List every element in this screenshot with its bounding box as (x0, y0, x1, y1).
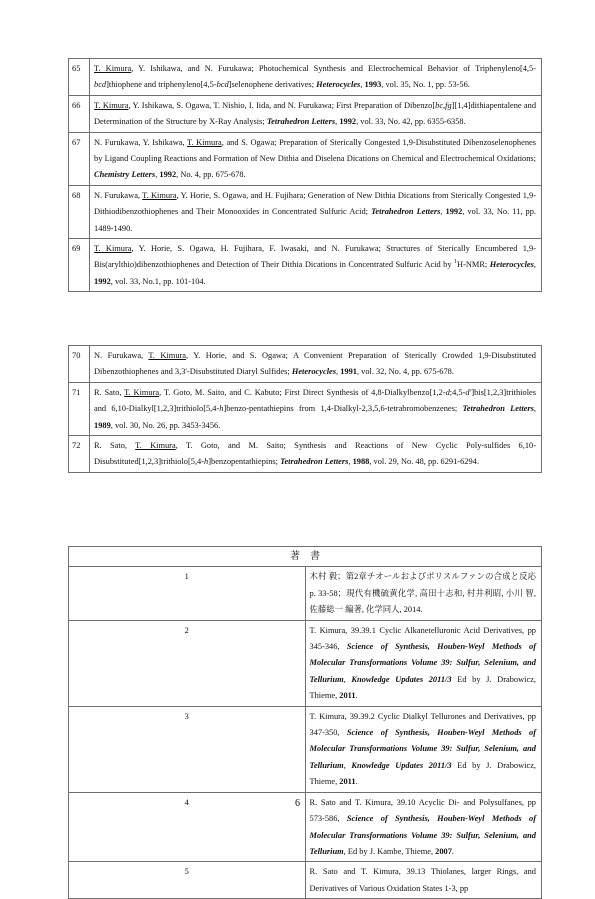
emphasized-text: 1992 (339, 117, 357, 127)
citation-text: Ed by J. Drabowicz, Thieme, (309, 760, 537, 787)
citation-text: , Y. Horie, S. Ogawa, and H. Fujihara; Generation of New Dithia Dications from Sterically Congested 1,9-Dithiodibenzothiophenes and Their Monooxides in Concentrated Sulfuric Acid; (94, 190, 536, 217)
journal-papers-table-part1 (68, 58, 542, 292)
emphasized-text: Tetrahedron Letters (280, 457, 349, 467)
entry-citation (90, 132, 542, 185)
emphasized-text: bcd (94, 80, 107, 90)
entry-number: 1 (69, 567, 306, 620)
citation-text: 木村 毅；第2章チオールおよびポリスルファンの合成と反応 p. 33-58；現代有機硫黄化学, 高田十志和, 村井利昭, 小川 智, 佐藤総一 編著, 化学同人, 2014. (309, 572, 536, 615)
citation-text: , (360, 80, 365, 90)
page-number: 6 (295, 798, 300, 809)
table-row (69, 620, 542, 706)
table-row (69, 436, 542, 473)
citation-text: ;4,5- (449, 387, 466, 397)
emphasized-text: Heterocycles (316, 80, 361, 90)
citation-text: , (335, 117, 340, 127)
entry-citation (305, 620, 542, 706)
emphasized-text: Science of Synthesis, Houben-Weyl Methods of Molecular Transformations Volume 39: Sulfur, Selenium, and Tellurium (309, 642, 536, 684)
entry-citation (305, 706, 542, 792)
citation-text: ]benzo-pentathiepins from 1,4-Dialkyl-2,3,5,6-tetrabromobenzenes; (223, 404, 463, 414)
emphasized-text: 1989 (94, 420, 111, 430)
citation-text: ]benzopentathiepins; (208, 457, 281, 467)
entry-number: 67 (69, 132, 90, 185)
citation-text: , vol. 35, No. 1, pp. 53-56. (381, 80, 470, 90)
citation-text: , vol. 33, No. 11, pp. 1489-1490. (94, 207, 536, 233)
citation-text: , Y. Horie, and S. Ogawa; A Convenient Preparation of Sterically Crowded 1,9-Disubstituted Dibenzothiophenes and 3,3'-Disubstituted Diaryl Sulfides; (94, 351, 536, 377)
emphasized-text: 1992 (94, 276, 111, 286)
entry-citation (90, 185, 542, 238)
entry-number: 65 (69, 59, 90, 96)
emphasized-text: 1991 (340, 367, 357, 377)
entry-number: 5 (69, 862, 306, 899)
entry-citation (90, 382, 542, 435)
entry-number: 66 (69, 95, 90, 132)
entry-number: 70 (69, 346, 90, 383)
emphasized-text: 2007 (435, 846, 452, 856)
emphasized-text: Knowledge Updates 2011/3 (351, 760, 452, 770)
emphasized-text: Science of Synthesis, Houben-Weyl Methods of Molecular Transformations Volume 39: Sulfur, Selenium, and Tellurium (309, 728, 536, 770)
journal-papers-table-part2 (68, 345, 542, 473)
author-name-underlined: T. Kimura (124, 387, 160, 397)
emphasized-text: h (204, 457, 209, 467)
emphasized-text: Chemistry Letters (94, 170, 156, 180)
author-name-underlined: T. Kimura (94, 100, 129, 110)
citation-text: , (533, 260, 536, 270)
emphasized-text: 1992 (159, 170, 177, 180)
books-header-row (69, 547, 542, 567)
emphasized-text: 2011 (339, 777, 356, 787)
author-name-underlined: T. Kimura (148, 351, 187, 360)
emphasized-text: Science of Synthesis, Houben-Weyl Methods of Molecular Transformations Volume 39: Sulfur, Selenium, and Tellurium (309, 814, 536, 856)
emphasized-text: Tetrahedron Letters (371, 207, 441, 217)
citation-text: N. Furukawa, Y. Ishikawa, (94, 137, 187, 147)
citation-text: , vol. 29, No. 48, pp. 6291-6294. (369, 457, 479, 467)
citation-text: N. Furukawa, (94, 351, 149, 360)
citation-text: , vol. 33, No.1, pp. 101-104. (110, 276, 206, 286)
emphasized-text: Heterocycles (291, 367, 337, 377)
emphasized-text: 1988 (352, 457, 370, 467)
citation-text: ]thiophene and triphenyleno[4,5- (106, 80, 217, 90)
citation-text: , (343, 674, 352, 684)
citation-text: , vol. 32, No. 4, pp. 675-678. (356, 367, 454, 377)
author-name-underlined: T. Kimura (94, 64, 132, 73)
entry-number: 2 (69, 620, 306, 706)
emphasized-text: Knowledge Updates 2011/3 (351, 674, 452, 684)
citation-text: , (155, 170, 160, 180)
citation-text: , Y. Ishikawa, S. Ogawa, T. Nishio, I. Iida, and N. Furukawa; First Preparation of Dibenzo[ (128, 100, 436, 110)
entry-citation (90, 239, 542, 292)
author-name-underlined: T. Kimura (94, 244, 132, 254)
citation-text: , Ed by J. Kambe, Thieme, (343, 846, 436, 856)
table-row (69, 95, 542, 132)
citation-text: , T. Goto, M. Saito, and C. Kabuto; First Direct Synthesis of 4,8-Dialkylbenzo[1,2- (159, 387, 446, 397)
entry-number: 3 (69, 706, 306, 792)
citation-text: 1 (454, 259, 458, 266)
table-row (69, 239, 542, 292)
citation-text: , and S. Ogawa; Preparation of Sterically Congested 1,9-Disubstituted Dibenzoselenophenes by Ligand Coupling Reactions and Formation of New Dithia and Diselena Dications on Chemical and Electrochemical Oxidations; (94, 137, 537, 164)
citation-text: , (348, 457, 353, 467)
citation-text: , Y. Horie, S. Ogawa, H. Fujihara, F. Iwasaki, and N. Furukawa; Structures of Sterically Encumbered 1,9-Bis(arylthio)dibenzothiophenes and Detection of Their Dithia Dications in Concentrated Sulfuric Acid by (94, 244, 537, 270)
citation-text: ]selenophene derivatives; (228, 80, 317, 90)
citation-text: ][1,4]dithiapentalene and Determination of the Structure by X-Ray Analysis; (94, 100, 537, 127)
table-row (69, 346, 542, 383)
citation-text: ]bis[1,2,3]trithioles and 6,10-Dialkyl[1,2,3]trithiolo[5,4- (94, 387, 536, 414)
table-row (69, 59, 542, 96)
emphasized-text: d' (465, 387, 472, 397)
table-row (69, 185, 542, 238)
table-row (69, 132, 542, 185)
citation-text: , No. 4, pp. 675-678. (176, 170, 246, 180)
citation-text: , vol. 30, No. 26, pp. 3453-3456. (110, 420, 221, 430)
table-row (69, 567, 542, 620)
citation-text: T. Kimura, 39.39.2 Cyclic Dialkyl Tellurones and Derivatives, pp 347-350, (309, 711, 536, 738)
citation-text: . (355, 691, 358, 701)
emphasized-text: 1992 (445, 207, 463, 217)
citation-text: , (440, 207, 446, 217)
entry-citation (90, 346, 542, 383)
citation-text: , T. Goto, and M. Saito; Synthesis and Reactions of New Cyclic Poly-sulfides 6,10-Disubstituted[1,2,3]trithiolo[5,4- (94, 441, 536, 467)
citation-text: . (451, 846, 454, 856)
author-name-underlined: T. Kimura (142, 190, 177, 200)
citation-text: , (343, 760, 352, 770)
author-name-underlined: T. Kimura (187, 137, 222, 147)
citation-text: Ed by J. Drabowicz, Thieme, (309, 674, 537, 701)
table-body (69, 567, 542, 899)
books-table (68, 546, 542, 899)
emphasized-text: d (445, 387, 450, 397)
table-body (69, 59, 542, 292)
emphasized-text: 2011 (339, 691, 356, 701)
table-row (69, 706, 542, 792)
citation-text: , (533, 404, 536, 414)
citation-text: R. Sato and T. Kimura, 39.13 Thiolanes, larger Rings, and Derivatives of Various Oxidation States 1-3, pp (309, 867, 536, 893)
citation-text: T. Kimura, 39.39.1 Cyclic Alkanetelluronic Acid Derivatives, pp 345-346, (309, 625, 536, 652)
entry-citation (305, 567, 542, 620)
books-heading: 著書 (69, 547, 542, 567)
citation-text: H-NMR; (457, 260, 490, 270)
entry-citation (90, 436, 542, 473)
citation-text: R. Sato, (94, 441, 136, 451)
emphasized-text: h (219, 404, 224, 414)
emphasized-text: Tetrahedron Letters (462, 404, 534, 414)
entry-number: 69 (69, 239, 90, 292)
citation-text: , vol. 33, No. 42, pp. 6355-6358. (356, 117, 466, 127)
entry-number: 72 (69, 436, 90, 473)
table-row (69, 382, 542, 435)
table-row (69, 862, 542, 899)
author-name-underlined: T. Kimura (135, 441, 176, 451)
table-body (69, 346, 542, 473)
citation-text: N. Furukawa, (94, 190, 143, 200)
emphasized-text: Tetrahedron Letters (266, 117, 336, 127)
entry-number: 4 (69, 792, 306, 862)
entry-citation (305, 862, 542, 899)
citation-text: . (355, 777, 358, 787)
entry-number: 71 (69, 382, 90, 435)
entry-citation (90, 95, 542, 132)
emphasized-text: bcd (216, 80, 229, 90)
citation-text: , Y. Ishikawa, and N. Furukawa; Photochemical Synthesis and Electrochemical Behavior of Triphenyleno[4,5- (131, 64, 536, 73)
citation-text: R. Sato, (94, 387, 125, 397)
entry-number: 68 (69, 185, 90, 238)
citation-text: R. Sato and T. Kimura, 39.10 Acyclic Di- and Polysulfanes, pp 573-586, (309, 797, 536, 824)
emphasized-text: 1993 (364, 80, 382, 90)
emphasized-text: Heterocycles (489, 260, 534, 270)
emphasized-text: bc,fg (435, 100, 452, 110)
entry-citation (90, 59, 542, 96)
citation-text: , (336, 367, 341, 377)
